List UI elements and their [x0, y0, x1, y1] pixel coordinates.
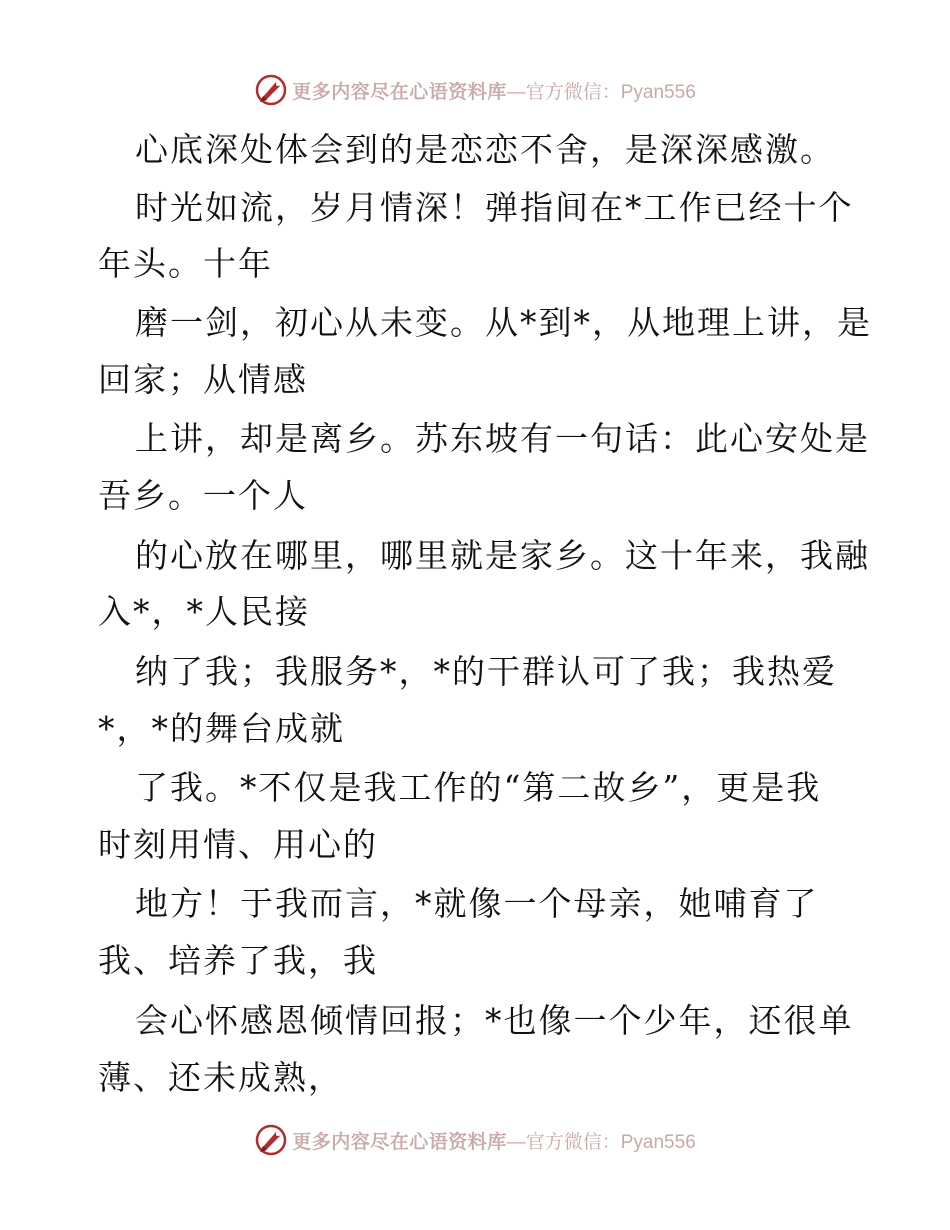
text-line: 上讲，却是离乡。苏东坡有一句话：此心安处是 — [135, 419, 870, 458]
banner-title: 更多内容尽在心语资料库 — [292, 80, 507, 103]
banner-title: 更多内容尽在心语资料库 — [292, 1130, 507, 1153]
text-line: 时刻用情、用心的 — [98, 825, 378, 864]
text-line: 的心放在哪里，哪里就是家乡。这十年来，我融 — [135, 536, 870, 575]
text-line: 年头。十年 — [98, 244, 273, 283]
text-line: 入*，*人民接 — [98, 592, 310, 631]
text-line: 纳了我；我服务*，*的干群认可了我；我热爱 — [135, 652, 837, 691]
banner-wechat: —官方微信：Pyan556 — [506, 81, 696, 103]
footer-banner — [0, 1120, 950, 1160]
text-line: 薄、还未成熟， — [98, 1058, 343, 1097]
pen-nib-logo-icon — [254, 1123, 288, 1157]
text-line: 我、培养了我，我 — [98, 941, 378, 980]
text-line: 了我。*不仅是我工作的“第二故乡”，更是我 — [135, 768, 822, 807]
text-line: 吾乡。一个人 — [98, 476, 308, 515]
banner-wechat: —官方微信：Pyan556 — [506, 1131, 696, 1153]
text-line: 心底深处体会到的是恋恋不舍，是深深感激。 — [135, 130, 835, 169]
text-line: 时光如流，岁月情深！弹指间在*工作已经十个 — [135, 188, 854, 227]
text-line: *，*的舞台成就 — [98, 709, 345, 748]
text-line: 地方！于我而言，*就像一个母亲，她哺育了 — [135, 884, 819, 923]
text-line: 磨一剑，初心从未变。从*到*，从地理上讲，是 — [135, 303, 872, 342]
text-line: 会心怀感恩倾情回报；*也像一个少年，还很单 — [135, 1001, 854, 1040]
pen-nib-logo-icon — [254, 73, 288, 107]
text-line: 回家；从情感 — [98, 360, 308, 399]
header-banner — [0, 70, 950, 110]
